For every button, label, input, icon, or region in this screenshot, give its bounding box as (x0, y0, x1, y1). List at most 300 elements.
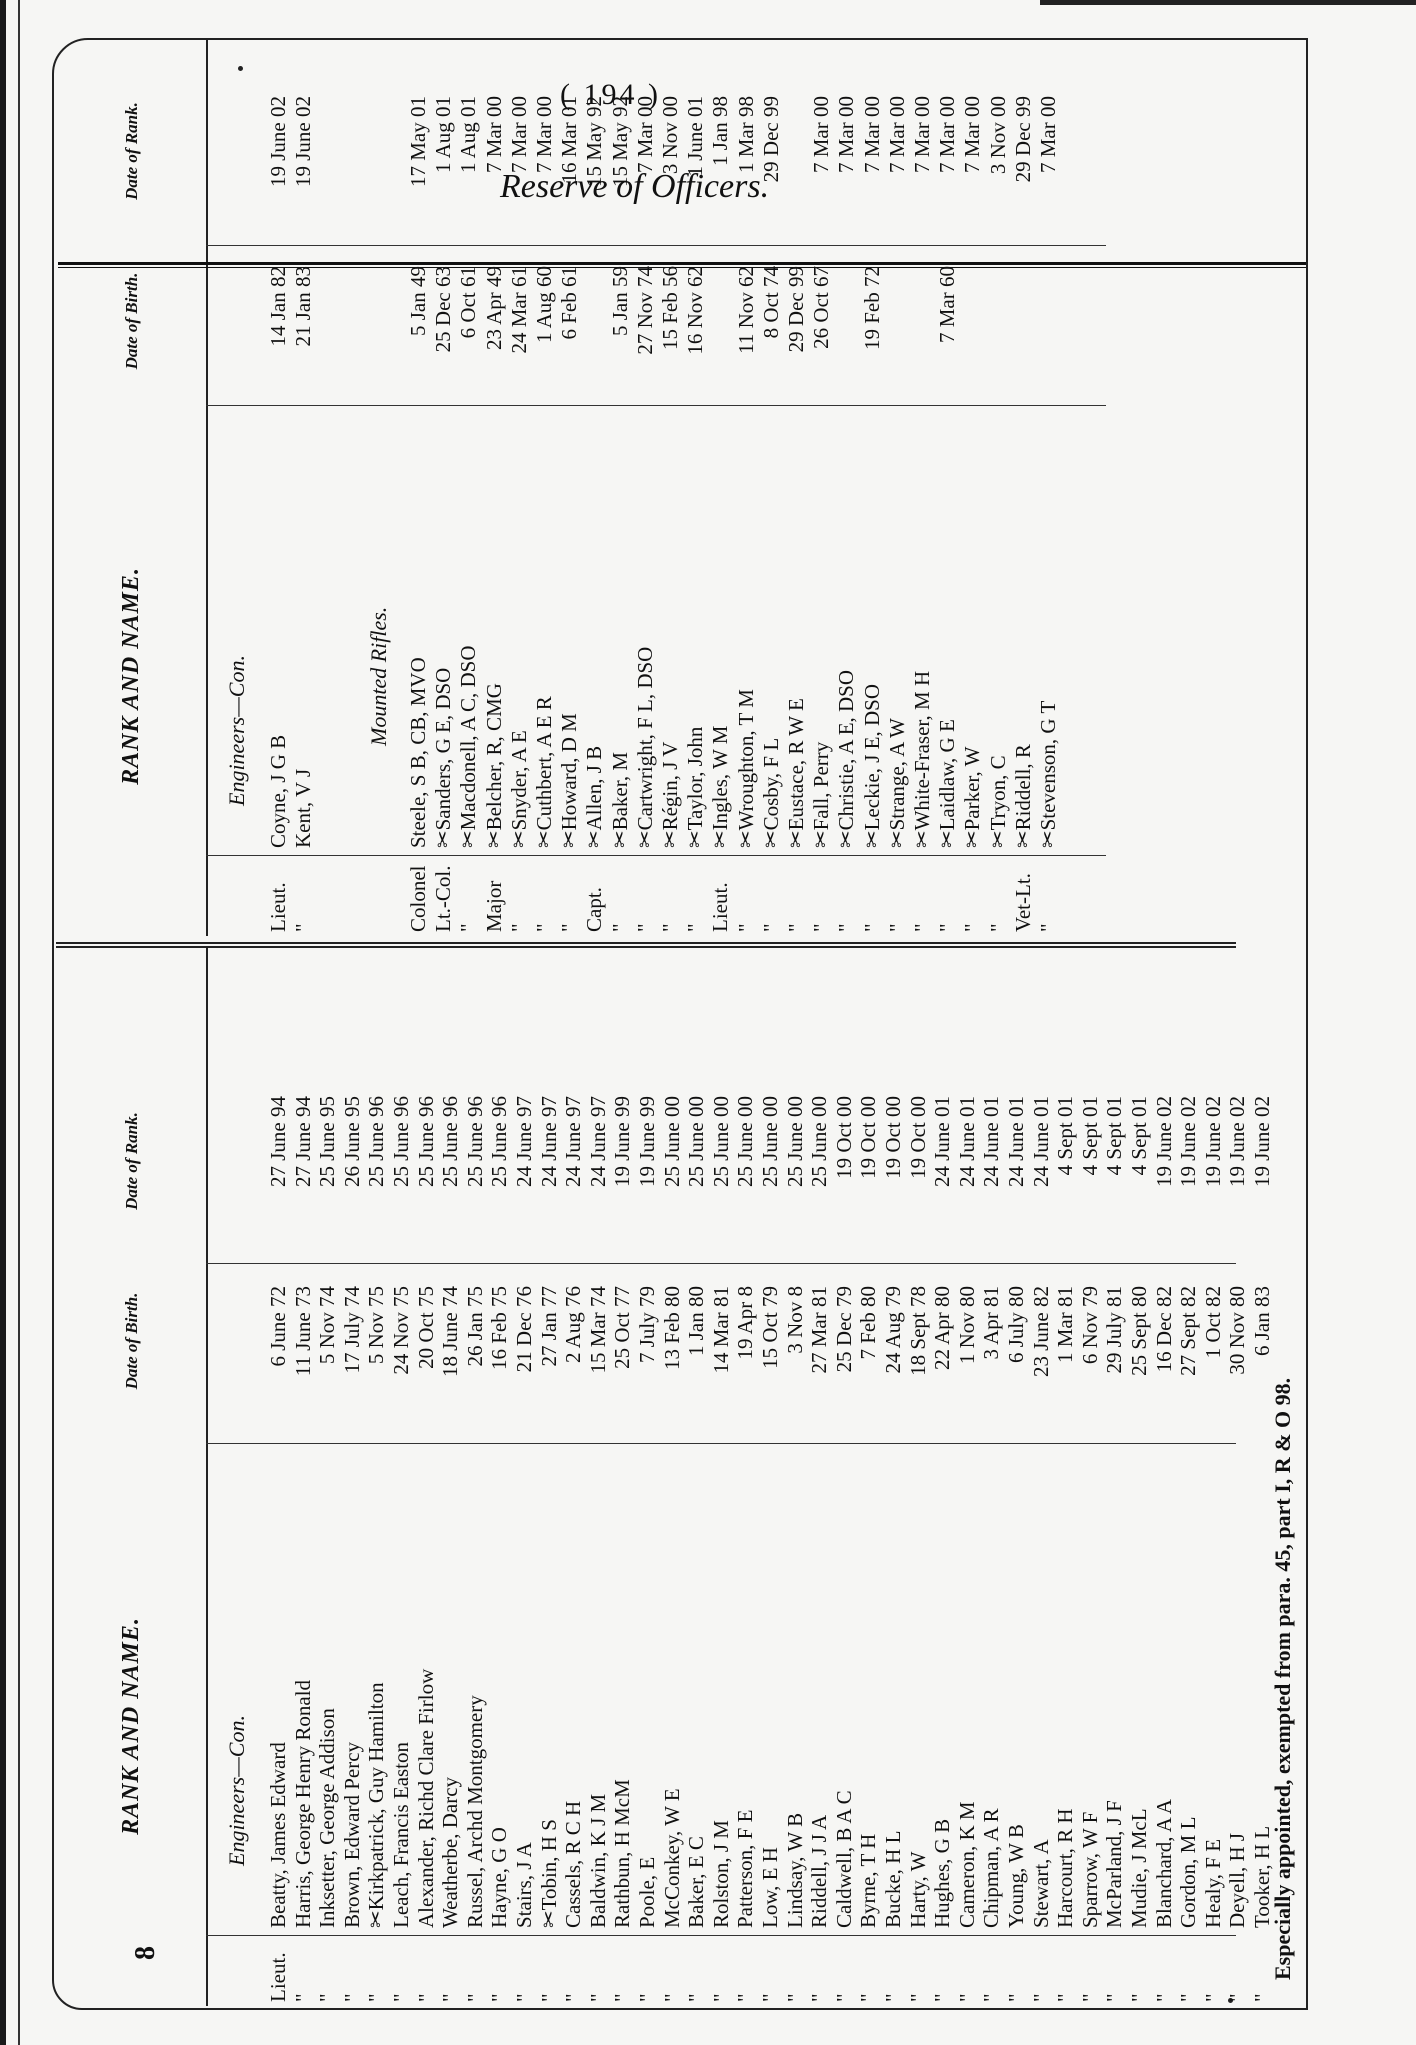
table-row (1176, 946, 1200, 2006)
row-name: Coyne, J G B (266, 734, 290, 848)
row-rank: " (684, 1993, 709, 2002)
row-date-of-birth: 25 Dec 79 (831, 1286, 856, 1373)
row-name: Mudie, J McL (1127, 1808, 1151, 1928)
row-date-of-rank: 19 June 02 (290, 96, 315, 187)
table-row (784, 40, 808, 936)
page-mark: 8 (130, 1946, 161, 1960)
row-name: Bucke, H L (881, 1830, 905, 1928)
row-name: Steele, S B, CB, MVO (406, 657, 430, 848)
row-date-of-birth: 14 Jan 82 (266, 266, 290, 347)
row-rank: " (659, 1993, 684, 2002)
row-date-of-birth: 1 Oct 82 (1200, 1286, 1225, 1359)
left-header-row (56, 946, 208, 2006)
row-date-of-birth: 16 Feb 75 (487, 1286, 512, 1370)
table-row (1078, 946, 1102, 2006)
row-date-of-birth: 6 Nov 79 (1077, 1286, 1102, 1365)
row-date-of-rank: 19 June 99 (610, 1096, 635, 1187)
row-name: ✂Snyder, A E (506, 730, 531, 848)
row-rank: " (389, 1993, 413, 2002)
row-rank: " (884, 923, 909, 932)
row-rank: Lt.-Col. (431, 865, 456, 932)
binding-line (18, 0, 20, 2045)
table-row (340, 946, 364, 2006)
row-name: ✂White-Fraser, M H (910, 670, 934, 848)
row-date-of-birth: 26 Jan 75 (462, 1286, 487, 1367)
row-rank: " (881, 1993, 905, 2002)
table-row (561, 946, 585, 2006)
top-rule (1040, 0, 1416, 5)
row-name: ✂Cosby, F L (758, 737, 783, 848)
table-row (834, 40, 858, 936)
row-rank: " (585, 1993, 610, 2002)
row-rank: " (733, 923, 758, 932)
table-row (1053, 946, 1077, 2006)
row-rank: " (1036, 923, 1060, 932)
row-name: Gordon, M L (1176, 1816, 1201, 1928)
row-date-of-birth: 6 June 72 (266, 1286, 290, 1367)
row-date-of-rank: 25 June 00 (684, 1096, 709, 1187)
row-date-of-rank: 19 Oct 00 (881, 1096, 905, 1179)
table-row (266, 946, 290, 2006)
row-date-of-rank: 27 June 94 (266, 1096, 290, 1187)
table-row (291, 40, 315, 936)
row-date-of-birth: 18 June 74 (438, 1286, 463, 1377)
row-name: Rolston, J M (708, 1820, 733, 1928)
table-row (1004, 946, 1028, 2006)
right-subhead: Engineers—Con. (224, 655, 249, 806)
table-row (809, 40, 833, 936)
row-date-of-birth: 25 Dec 63 (431, 266, 456, 353)
row-rank: " (532, 923, 556, 932)
row-rank: " (1004, 1993, 1028, 2002)
row-date-of-birth: 30 Nov 80 (1225, 1286, 1250, 1375)
header-rank-and-name-right: RANK AND NAME. (117, 567, 144, 785)
table-row (935, 40, 959, 936)
row-date-of-rank: 1 Aug 01 (431, 96, 456, 174)
row-name: McParland, J F (1102, 1800, 1127, 1928)
row-rank: " (831, 1993, 856, 2002)
table-row (906, 946, 930, 2006)
row-date-of-rank: 29 Dec 99 (1010, 96, 1035, 183)
row-date-of-rank: 15 May 92 (582, 96, 607, 187)
table-row (930, 946, 954, 2006)
row-name: ✂Laidlaw, G E (935, 719, 960, 848)
row-date-of-rank: 24 June 01 (930, 1096, 955, 1187)
row-date-of-birth: 3 Apr 81 (979, 1286, 1004, 1360)
row-date-of-rank: 25 June 96 (364, 1096, 389, 1187)
row-rank: " (632, 923, 657, 932)
row-rank: Colonel (406, 865, 430, 932)
table-row (586, 946, 610, 2006)
row-date-of-rank: 7 Mar 00 (960, 96, 985, 173)
row-rank: " (290, 1993, 315, 2002)
table-row (512, 946, 536, 2006)
row-date-of-birth: 7 Mar 60 (935, 266, 960, 343)
row-date-of-rank: 16 Mar 01 (557, 96, 582, 184)
row-rank: " (930, 1993, 955, 2002)
row-name: ✂Tobin, H S (536, 1819, 561, 1928)
row-date-of-birth: 21 Jan 83 (290, 266, 315, 347)
table-row (1102, 946, 1126, 2006)
row-date-of-birth: 29 July 81 (1102, 1286, 1127, 1374)
row-name: ✂Baker, M (607, 751, 632, 848)
row-date-of-birth: 1 Mar 81 (1053, 1286, 1078, 1363)
row-rank: " (610, 1993, 635, 2002)
row-date-of-rank: 29 Dec 99 (758, 96, 783, 183)
row-date-of-birth: 7 July 79 (635, 1286, 659, 1364)
table-row (986, 40, 1010, 936)
row-rank: " (979, 1993, 1004, 2002)
row-date-of-rank: 25 June 96 (413, 1096, 438, 1187)
row-name: Deyell, H J (1225, 1832, 1250, 1928)
row-date-of-rank: 25 June 95 (315, 1096, 340, 1187)
row-date-of-birth: 1 Aug 60 (532, 266, 556, 344)
row-date-of-birth: 24 Nov 75 (389, 1286, 413, 1375)
row-rank: " (1151, 1993, 1176, 2002)
table-row (537, 946, 561, 2006)
row-date-of-birth: 5 Nov 74 (315, 1286, 340, 1365)
row-date-of-rank: 25 June 96 (487, 1096, 512, 1187)
row-name: Tooker, H L (1250, 1825, 1274, 1928)
row-date-of-birth: 19 Apr 8 (733, 1286, 758, 1360)
row-rank: " (809, 923, 834, 932)
row-name: Poole, E (635, 1856, 659, 1928)
row-name: Harris, George Henry Ronald (290, 1679, 315, 1928)
row-date-of-rank: 24 June 97 (585, 1096, 610, 1187)
officer-tables (56, 40, 1306, 2006)
table-row (463, 946, 487, 2006)
table-row (910, 40, 934, 936)
table-row (1036, 40, 1060, 936)
row-name: ✂Parker, W (960, 746, 985, 848)
row-date-of-rank: 4 Sept 01 (1053, 1096, 1078, 1176)
table-row (431, 40, 455, 936)
row-date-of-rank: 15 May 92 (607, 96, 632, 187)
row-date-of-rank: 17 May 01 (406, 96, 430, 187)
row-name: Stewart, A (1028, 1839, 1053, 1928)
rotated-page (56, 40, 1306, 2006)
row-rank: " (784, 923, 808, 932)
row-rank: " (536, 1993, 561, 2002)
row-name: ✂Cuthbert, A E R (532, 696, 556, 848)
row-name: McConkey, W E (659, 1788, 684, 1928)
row-rank: Capt. (582, 887, 607, 932)
row-name: ✂Leckie, J E, DSO (859, 684, 884, 848)
row-rank: " (315, 1993, 340, 2002)
table-row (709, 946, 733, 2006)
row-name: ✂Wroughton, T M (733, 689, 758, 848)
row-date-of-rank: 26 June 95 (339, 1096, 364, 1187)
row-date-of-rank: 19 Oct 00 (831, 1096, 856, 1179)
row-date-of-birth: 15 Mar 74 (585, 1286, 610, 1374)
row-date-of-birth: 11 Nov 62 (733, 266, 758, 354)
row-rank: " (1250, 1993, 1274, 2002)
row-rank: " (758, 923, 783, 932)
table-row (456, 40, 480, 936)
row-date-of-rank: 24 June 97 (536, 1096, 561, 1187)
row-rank: " (1127, 1993, 1151, 2002)
row-date-of-birth: 14 Mar 81 (708, 1286, 733, 1374)
row-date-of-rank: 25 June 00 (807, 1096, 832, 1187)
row-date-of-rank: 19 June 02 (1250, 1096, 1274, 1187)
row-name: ✂Taylor, John (683, 726, 708, 848)
row-date-of-birth: 16 Dec 82 (1151, 1286, 1176, 1373)
row-name: Low, E H (758, 1847, 782, 1928)
row-date-of-birth: 20 Oct 75 (413, 1286, 438, 1369)
row-rank: " (1176, 1993, 1201, 2002)
row-date-of-birth: 6 Jan 83 (1250, 1286, 1274, 1356)
row-date-of-rank: 19 Oct 00 (856, 1096, 881, 1179)
row-date-of-birth: 13 Feb 80 (659, 1286, 684, 1370)
row-rank: " (1200, 1993, 1225, 2002)
row-date-of-birth: 2 Aug 76 (561, 1286, 586, 1364)
row-rank: " (607, 923, 632, 932)
row-rank: Lieut. (266, 1952, 290, 2002)
page-title: Reserve of Officers. (500, 168, 770, 205)
row-date-of-birth: 5 Jan 49 (406, 266, 430, 336)
row-name: ✂Régin, J V (658, 741, 682, 848)
row-rank: " (339, 1993, 364, 2002)
row-date-of-rank: 24 June 97 (512, 1096, 536, 1187)
row-rank: " (954, 1993, 979, 2002)
row-date-of-birth: 27 Nov 74 (632, 266, 657, 355)
row-date-of-rank: 19 June 02 (1225, 1096, 1250, 1187)
row-date-of-birth: 19 Feb 72 (859, 266, 884, 350)
table-row (610, 946, 634, 2006)
row-name: ✂Sanders, G E, DSO (431, 667, 456, 848)
page-folio: ( 194 ) (560, 78, 661, 111)
row-rank: " (1225, 1993, 1250, 2002)
row-date-of-rank: 3 Nov 00 (985, 96, 1010, 175)
row-name: Harty, W (905, 1851, 930, 1928)
row-date-of-rank: 25 June 00 (733, 1096, 758, 1187)
row-date-of-birth: 24 Mar 61 (506, 266, 531, 354)
table-row (487, 946, 511, 2006)
row-rank: " (905, 1993, 930, 2002)
table-row (1225, 946, 1249, 2006)
table-row (807, 946, 831, 2006)
row-name: Caldwell, B A C (831, 1790, 856, 1928)
row-date-of-birth: 5 Nov 75 (364, 1286, 389, 1365)
header-date-of-birth: Date of Birth. (121, 1292, 141, 1390)
row-rank: " (487, 1993, 512, 2002)
row-name: Russel, Archd Montgomery (462, 1695, 487, 1928)
row-name: ✂Ingles, W M (708, 725, 733, 848)
row-rank: Lieut. (708, 882, 733, 932)
row-rank: " (290, 923, 315, 932)
row-date-of-rank: 25 June 00 (782, 1096, 807, 1187)
row-rank: " (506, 923, 531, 932)
row-rank: Vet-Lt. (1010, 873, 1035, 932)
table-row (783, 946, 807, 2006)
row-date-of-rank: 19 June 02 (266, 96, 290, 187)
row-date-of-birth: 27 Jan 77 (536, 1286, 561, 1367)
header-date-of-birth-right: Date of Birth. (121, 272, 141, 370)
row-rank: " (683, 923, 708, 932)
row-date-of-rank: 25 June 96 (389, 1096, 413, 1187)
row-date-of-birth: 6 Oct 61 (456, 266, 481, 339)
row-date-of-rank: 24 June 01 (1004, 1096, 1028, 1187)
row-rank: " (910, 923, 934, 932)
row-rank: " (456, 923, 481, 932)
row-rank: " (960, 923, 985, 932)
table-row (955, 946, 979, 2006)
row-name: ✂Allen, J B (582, 745, 607, 848)
table-row (635, 946, 659, 2006)
row-rank: " (1077, 1993, 1102, 2002)
row-date-of-rank: 1 June 01 (683, 96, 708, 177)
row-name: Blanchard, A A (1151, 1799, 1176, 1928)
row-date-of-birth: 27 Sept 82 (1176, 1286, 1201, 1376)
row-date-of-rank: 7 Mar 00 (884, 96, 909, 173)
row-rank: " (1102, 1993, 1127, 2002)
table-row (438, 946, 462, 2006)
row-date-of-birth: 27 Mar 81 (807, 1286, 832, 1374)
row-date-of-rank: 7 Mar 00 (809, 96, 834, 173)
center-divider (56, 942, 1236, 948)
header-rank-and-name: RANK AND NAME. (117, 1617, 144, 1835)
row-date-of-rank: 7 Mar 00 (935, 96, 960, 173)
table-row (389, 946, 413, 2006)
row-name: Healy, F E (1200, 1838, 1225, 1928)
header-date-of-rank-right: Date of Rank. (121, 102, 141, 200)
row-rank: Lieut. (266, 882, 290, 932)
row-name: Cameron, K M (954, 1801, 979, 1928)
table-row (1127, 946, 1151, 2006)
row-date-of-birth: 25 Sept 80 (1127, 1286, 1151, 1376)
row-date-of-rank: 4 Sept 01 (1102, 1096, 1127, 1176)
row-name: Sparrow, W F (1077, 1811, 1102, 1928)
row-rank: " (733, 1993, 758, 2002)
row-date-of-rank: 1 Mar 98 (733, 96, 758, 173)
row-date-of-birth: 16 Nov 62 (683, 266, 708, 355)
row-date-of-birth: 18 Sept 78 (905, 1286, 930, 1376)
table-row (758, 946, 782, 2006)
row-date-of-rank: 1 Jan 98 (708, 96, 733, 166)
row-rank: " (413, 1993, 438, 2002)
row-rank: " (935, 923, 960, 932)
row-name: Baldwin, K J M (585, 1793, 610, 1928)
row-date-of-birth: 26 Oct 67 (809, 266, 834, 349)
row-date-of-rank: 7 Mar 00 (481, 96, 506, 173)
row-rank: " (438, 1993, 463, 2002)
row-date-of-rank: 4 Sept 01 (1127, 1096, 1151, 1176)
table-row (660, 946, 684, 2006)
row-rank: Major (481, 880, 506, 932)
row-name: Byrne, T H (856, 1833, 881, 1928)
row-rank: " (557, 923, 582, 932)
row-name: Alexander, Richd Clare Firlow (413, 1668, 438, 1928)
row-name: Baker, E C (684, 1836, 709, 1928)
row-date-of-birth: 6 July 80 (1004, 1286, 1028, 1364)
row-name: Kent, V J (290, 768, 315, 848)
table-row (856, 946, 880, 2006)
table-row (860, 40, 884, 936)
row-date-of-rank: 25 June 96 (438, 1096, 463, 1187)
row-date-of-rank: 24 June 01 (954, 1096, 979, 1187)
row-rank: " (859, 923, 884, 932)
row-name: ✂Kirkpatrick, Guy Hamilton (364, 1682, 389, 1928)
row-name: ✂Strange, A W (884, 718, 909, 848)
row-name: Hayne, G O (487, 1827, 512, 1928)
right-subhead-mounted-rifles: Mounted Rifles. (366, 606, 391, 746)
row-name: ✂Macdonell, A C, DSO (456, 645, 481, 848)
row-rank: " (1028, 1993, 1053, 2002)
row-date-of-rank: 19 June 02 (1200, 1096, 1225, 1187)
row-rank: " (658, 923, 682, 932)
row-date-of-rank: 19 June 99 (635, 1096, 659, 1187)
row-date-of-rank: 25 June 00 (758, 1096, 782, 1187)
row-date-of-birth: 21 Dec 76 (512, 1286, 536, 1373)
row-name: Harcourt, R H (1053, 1808, 1078, 1928)
row-date-of-birth: 6 Feb 61 (557, 266, 582, 340)
row-date-of-birth: 24 Aug 79 (881, 1286, 905, 1374)
header-date-of-rank: Date of Rank. (121, 1112, 141, 1210)
row-rank: " (758, 1993, 782, 2002)
row-name: ✂Riddell, R (1010, 744, 1035, 848)
row-rank: " (834, 923, 859, 932)
row-date-of-birth: 15 Oct 79 (758, 1286, 782, 1369)
header-rule (58, 262, 1306, 268)
row-rank: " (782, 1993, 807, 2002)
row-date-of-birth: 23 June 82 (1028, 1286, 1053, 1377)
row-rank: " (807, 1993, 832, 2002)
left-subhead: Engineers—Con. (224, 1715, 249, 1866)
row-date-of-rank: 24 June 01 (979, 1096, 1004, 1187)
table-row (684, 946, 708, 2006)
row-date-of-rank: 1 Aug 01 (456, 96, 481, 174)
row-date-of-birth: 1 Jan 80 (684, 1286, 709, 1356)
binding-edge (0, 0, 6, 2045)
table-row (1201, 946, 1225, 2006)
row-name: ✂Christie, A E, DSO (834, 669, 859, 848)
row-name: ✂Tryon, C (985, 755, 1010, 848)
footnote: Especially appointed, exempted from para. 45, part I, R & O 98. (1270, 1377, 1295, 1980)
row-name: Leach, Francis Easton (389, 1741, 413, 1928)
row-date-of-rank: 27 June 94 (290, 1096, 315, 1187)
row-rank: " (462, 1993, 487, 2002)
table-row (315, 946, 339, 2006)
right-header-row (56, 40, 208, 936)
table-row (881, 946, 905, 2006)
row-date-of-birth: 29 Dec 99 (784, 266, 808, 353)
row-name: ✂Stevenson, G T (1036, 700, 1060, 848)
row-date-of-birth: 23 Apr 49 (481, 266, 506, 350)
row-date-of-birth: 5 Jan 59 (607, 266, 632, 336)
table-row (266, 40, 290, 936)
row-date-of-rank: 3 Nov 00 (658, 96, 682, 175)
row-name: ✂Howard, D M (557, 713, 582, 848)
row-date-of-rank: 7 Mar 00 (632, 96, 657, 173)
row-date-of-birth: 11 June 73 (290, 1286, 315, 1377)
row-rank: " (561, 1993, 586, 2002)
row-date-of-birth: 3 Nov 8 (782, 1286, 807, 1354)
row-date-of-birth: 1 Nov 80 (954, 1286, 979, 1365)
row-date-of-birth: 8 Oct 74 (758, 266, 783, 339)
row-name: Hughes, G B (930, 1818, 955, 1928)
row-name: Brown, Edward Percy (339, 1741, 364, 1928)
row-name: Riddell, J J A (807, 1814, 832, 1928)
row-date-of-rank: 19 June 02 (1151, 1096, 1176, 1187)
row-date-of-rank: 25 June 96 (462, 1096, 487, 1187)
table-row (1011, 40, 1035, 936)
table-row (291, 946, 315, 2006)
table-row (364, 946, 388, 2006)
row-date-of-rank: 19 Oct 00 (905, 1096, 930, 1179)
row-rank: " (364, 1993, 389, 2002)
row-rank: " (512, 1993, 536, 2002)
row-name: Chipman, A R (979, 1808, 1004, 1928)
